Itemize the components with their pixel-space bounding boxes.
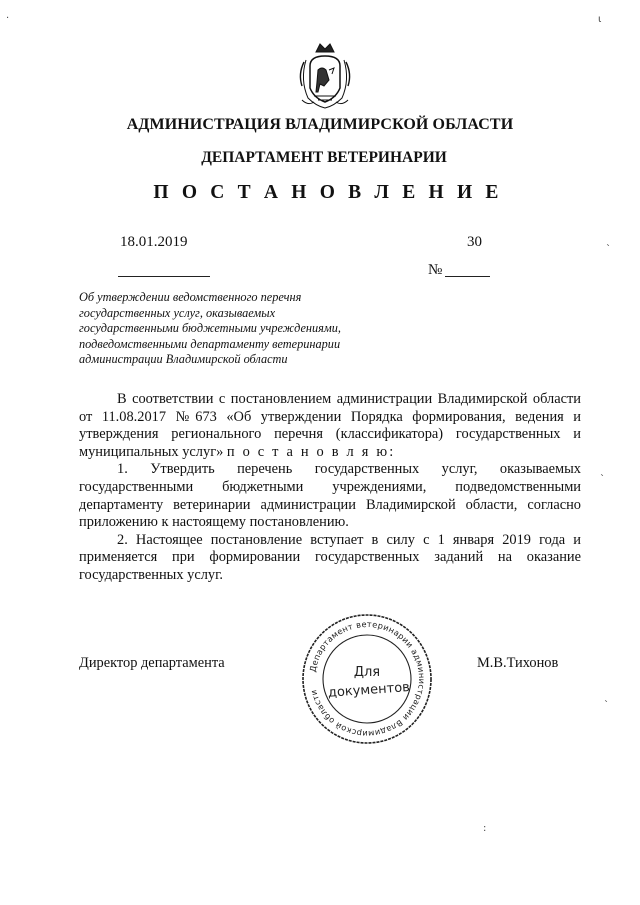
- scan-speck: :: [483, 823, 487, 834]
- document-body: [79, 391, 581, 585]
- subject-line: администрации Владимирской области: [79, 352, 288, 366]
- scan-speck: ˋ: [606, 244, 611, 255]
- number-underline: [445, 276, 490, 277]
- scan-speck: ˋ: [600, 474, 605, 485]
- stamp-center-line-1: Для: [353, 665, 381, 680]
- stamp-center-line-2: документов: [327, 680, 411, 701]
- item-1-paragraph: 1. Утвердить перечень государственных услуг, оказываемых государственными бюджетными учреждениями, подведомственными департаменту ветеринарии администрации Владимирской области, согласно приложению к настоящему постановлению.: [79, 461, 581, 531]
- organization-title: АДМИНИСТРАЦИЯ ВЛАДИМИРСКОЙ ОБЛАСТИ: [126, 116, 514, 133]
- preamble-paragraph: [79, 391, 581, 461]
- official-stamp: [300, 612, 434, 746]
- document-number: 30: [467, 234, 482, 250]
- subject-line: подведомственными департаменту ветеринарии: [79, 336, 341, 351]
- preamble-text: В соответствии с постановлением администрации Владимирской области от 11.08.2017 №673 «Об утверждении Порядка формирования, ведения и утверждения регионального перечня (классификатора) государственных и муниципальных услуг»: [79, 391, 581, 460]
- subject-line: государственными бюджетными учреждениями,: [79, 321, 341, 335]
- department-title: ДЕПАРТАМЕНТ ВЕТЕРИНАРИИ: [201, 149, 447, 166]
- stamp-ring-text: Департамент ветеринарии администрации Владимирской области: [307, 618, 428, 740]
- resolve-word: п о с т а н о в л я ю:: [226, 443, 396, 460]
- item-2-paragraph: 2. Настоящее постановление вступает в силу с 1 января 2019 года и применяется при формировании государственных заданий на оказание государственных услуг.: [79, 531, 581, 583]
- document-date: 18.01.2019: [120, 234, 188, 250]
- signatory-name: М.В.Тихонов: [477, 655, 559, 671]
- document-type-title: П О С Т А Н О В Л Е Н И Е: [153, 182, 503, 203]
- scan-speck: ˋ: [604, 700, 609, 711]
- subject-line: Об утверждении ведомственного перечня: [79, 290, 302, 304]
- scan-speck: ι: [598, 14, 602, 25]
- subject-block: [79, 290, 379, 368]
- scan-speck: .: [6, 10, 10, 21]
- date-underline: [118, 276, 210, 277]
- subject-line: государственных услуг, оказываемых: [79, 305, 276, 320]
- signatory-title: Директор департамента: [79, 655, 225, 671]
- coat-of-arms-emblem: [296, 40, 354, 110]
- number-sign: №: [428, 262, 443, 278]
